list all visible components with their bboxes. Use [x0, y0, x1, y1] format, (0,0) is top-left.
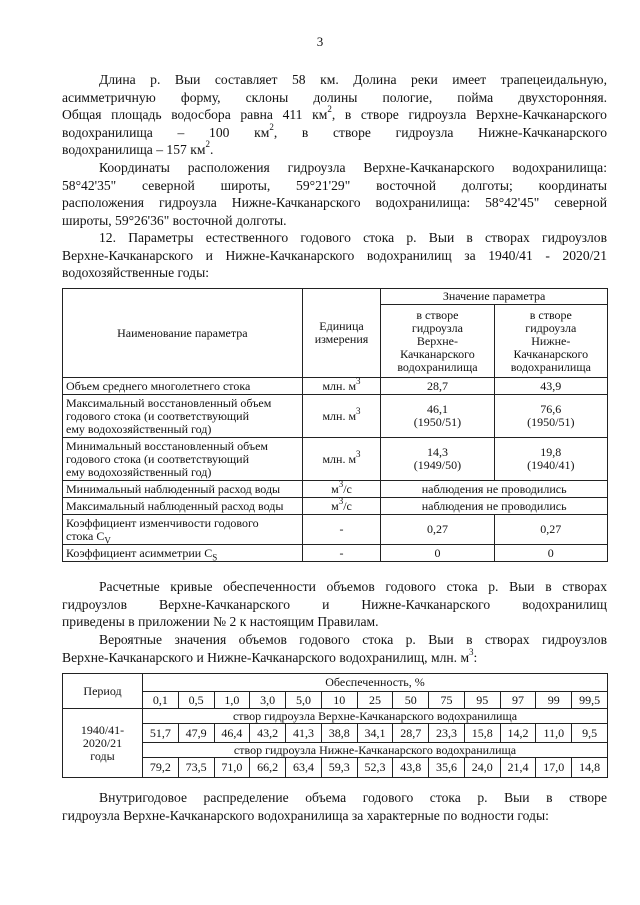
probability-cell: 1,0 [214, 692, 250, 709]
header-lower-site: в створе гидроузла Нижне- Качканарского водохранилища [494, 305, 607, 378]
text-line: приведены в приложении № 2 к настоящим Правилам. [62, 614, 379, 629]
value-cell: 23,3 [429, 724, 465, 743]
value-cell: 34,1 [357, 724, 393, 743]
probability-header-row [63, 692, 608, 709]
table-row: Минимальный наблюденный расход воды $м^3/с$ наблюдения не проводились [63, 481, 608, 498]
header-parameter-name: Наименование параметра [63, 289, 303, 378]
header-probability: Обеспеченность, % [143, 674, 608, 692]
probability-cell: 5,0 [286, 692, 322, 709]
value-cell: 43,2 [250, 724, 286, 743]
value-cell: 9,5 [572, 724, 608, 743]
value-cell: 79,2 [143, 758, 179, 778]
text-line: Координаты расположения гидроузла Верхне-Качканарского водохранилища: [99, 160, 607, 175]
value-cell: 46,4 [214, 724, 250, 743]
text-line: Внутригодовое распределение объема годового стока р. Выи в створе [99, 790, 607, 805]
text-line: 58°42'35" северной широты, 59°21'29" восточной долготы; координаты [62, 177, 607, 193]
value-cell: 41,3 [286, 724, 322, 743]
table-row: Коэффициент асимметрии $C_S$ - 0 0 [63, 545, 608, 562]
value-cell: 73,5 [178, 758, 214, 778]
header-upper-site: в створе гидроузла Верхне- Качканарского водохранилища [381, 305, 494, 378]
probability-cell: 99 [536, 692, 572, 709]
text-line: гидроузла Верхне-Качканарского водохранилища за характерные по водности годы: [62, 807, 549, 823]
paragraph-intra-annual [62, 789, 607, 824]
probability-cell: 25 [357, 692, 393, 709]
text-line: водохозяйственные годы: [62, 265, 210, 280]
table-row: Максимальный восстановленный объем годового стока (и соответствующий ему водохозяйственный год) млн. $м^3$ 46,1 (1950/51) 76,6 (1950/51) [63, 395, 608, 438]
text-line: асимметричную форму, склоны долины пологие, пойма двухсторонняя. [62, 89, 607, 105]
probability-cell: 10 [321, 692, 357, 709]
table-row: Объем среднего многолетнего стока млн. $м^3$ 28,7 43,9 [63, 378, 608, 395]
table-row [63, 724, 608, 743]
value-cell: 35,6 [429, 758, 465, 778]
text-line: расположения гидроузла Нижне-Качканарского водохранилища: 58°42'45" северной [62, 195, 607, 210]
value-cell: 43,8 [393, 758, 429, 778]
value-cell: 24,0 [464, 758, 500, 778]
value-cell: 17,0 [536, 758, 572, 778]
value-cell: 21,4 [500, 758, 536, 778]
table-row: Коэффициент изменчивости годового стока $C_V$ - 0,27 0,27 [63, 515, 608, 545]
paragraph-probable-values [62, 631, 607, 666]
header-unit: Единица измерения [302, 289, 381, 378]
probability-cell: 0,5 [178, 692, 214, 709]
section-lower-site: створ гидроузла Нижне-Качканарского водохранилища [143, 743, 608, 758]
value-cell: 38,8 [321, 724, 357, 743]
paragraph-river-description [62, 71, 607, 159]
value-cell: 11,0 [536, 724, 572, 743]
value-cell: 59,3 [321, 758, 357, 778]
text-line: водохранилища – 100 $км^2$, в створе гидроузла Нижне-Качканарского [62, 121, 607, 140]
probability-cell: 97 [500, 692, 536, 709]
value-cell: 63,4 [286, 758, 322, 778]
probability-cell: 99,5 [572, 692, 608, 709]
value-cell: 28,7 [393, 724, 429, 743]
value-cell: 66,2 [250, 758, 286, 778]
table-row: Минимальный восстановленный объем годового стока (и соответствующий ему водохозяйственный год) млн. $м^3$ 14,3 (1949/50) 19,8 (1940/41) [63, 438, 608, 481]
text-line: Вероятные значения объемов годового стока р. Выи в створах гидроузлов [99, 632, 607, 647]
value-cell: 51,7 [143, 724, 179, 743]
value-cell: 71,0 [214, 758, 250, 778]
paragraph-12 [62, 229, 607, 282]
page-number: 3 [316, 34, 324, 49]
value-cell: 15,8 [464, 724, 500, 743]
paragraph-coordinates [62, 159, 607, 229]
text-line: Длина р. Выи составляет 58 км. Долина реки имеет трапецеидальную, [99, 72, 607, 87]
probability-cell: 95 [464, 692, 500, 709]
period-cell: 1940/41- 2020/21 годы [63, 709, 143, 778]
table-row: Максимальный наблюденный расход воды $м^3/с$ наблюдения не проводились [63, 498, 608, 515]
text-line: широты, 59°26'36" восточной долготы. [62, 212, 287, 228]
text-line: Верхне-Качканарского и Нижне-Качканарского водохранилищ за 1940/41 - 2020/21 [62, 247, 607, 263]
table-row [63, 758, 608, 778]
text-line: Общая площадь водосбора равна 411 $км^2$, в створе гидроузла Верхне-Качканарского [62, 104, 607, 122]
probability-cell: 75 [429, 692, 465, 709]
text-line: 12. Параметры естественного годового стока р. Выи в створах гидроузлов [99, 230, 607, 245]
section-upper-site: створ гидроузла Верхне-Качканарского водохранилища [143, 709, 608, 724]
text-line: Верхне-Качканарского и Нижне-Качканарского водохранилищ, млн. $м^3$: [62, 646, 478, 665]
text-line: Расчетные кривые обеспеченности объемов годового стока р. Выи в створах [99, 579, 607, 594]
probability-cell: 50 [393, 692, 429, 709]
value-cell: 14,8 [572, 758, 608, 778]
value-cell: 14,2 [500, 724, 536, 743]
header-period: Период [63, 674, 143, 709]
value-cell: 47,9 [178, 724, 214, 743]
text-line: водохранилища – 157 $км^2$. [62, 139, 214, 157]
value-cell: 52,3 [357, 758, 393, 778]
paragraph-probability-curves [62, 578, 607, 631]
probability-cell: 0,1 [143, 692, 179, 709]
probability-values-table [62, 673, 608, 778]
text-line: гидроузлов Верхне-Качканарского и Нижне-Качканарского водохранилищ [62, 596, 607, 612]
runoff-parameters-table [62, 288, 608, 562]
header-parameter-value: Значение параметра [381, 289, 608, 305]
probability-cell: 3,0 [250, 692, 286, 709]
